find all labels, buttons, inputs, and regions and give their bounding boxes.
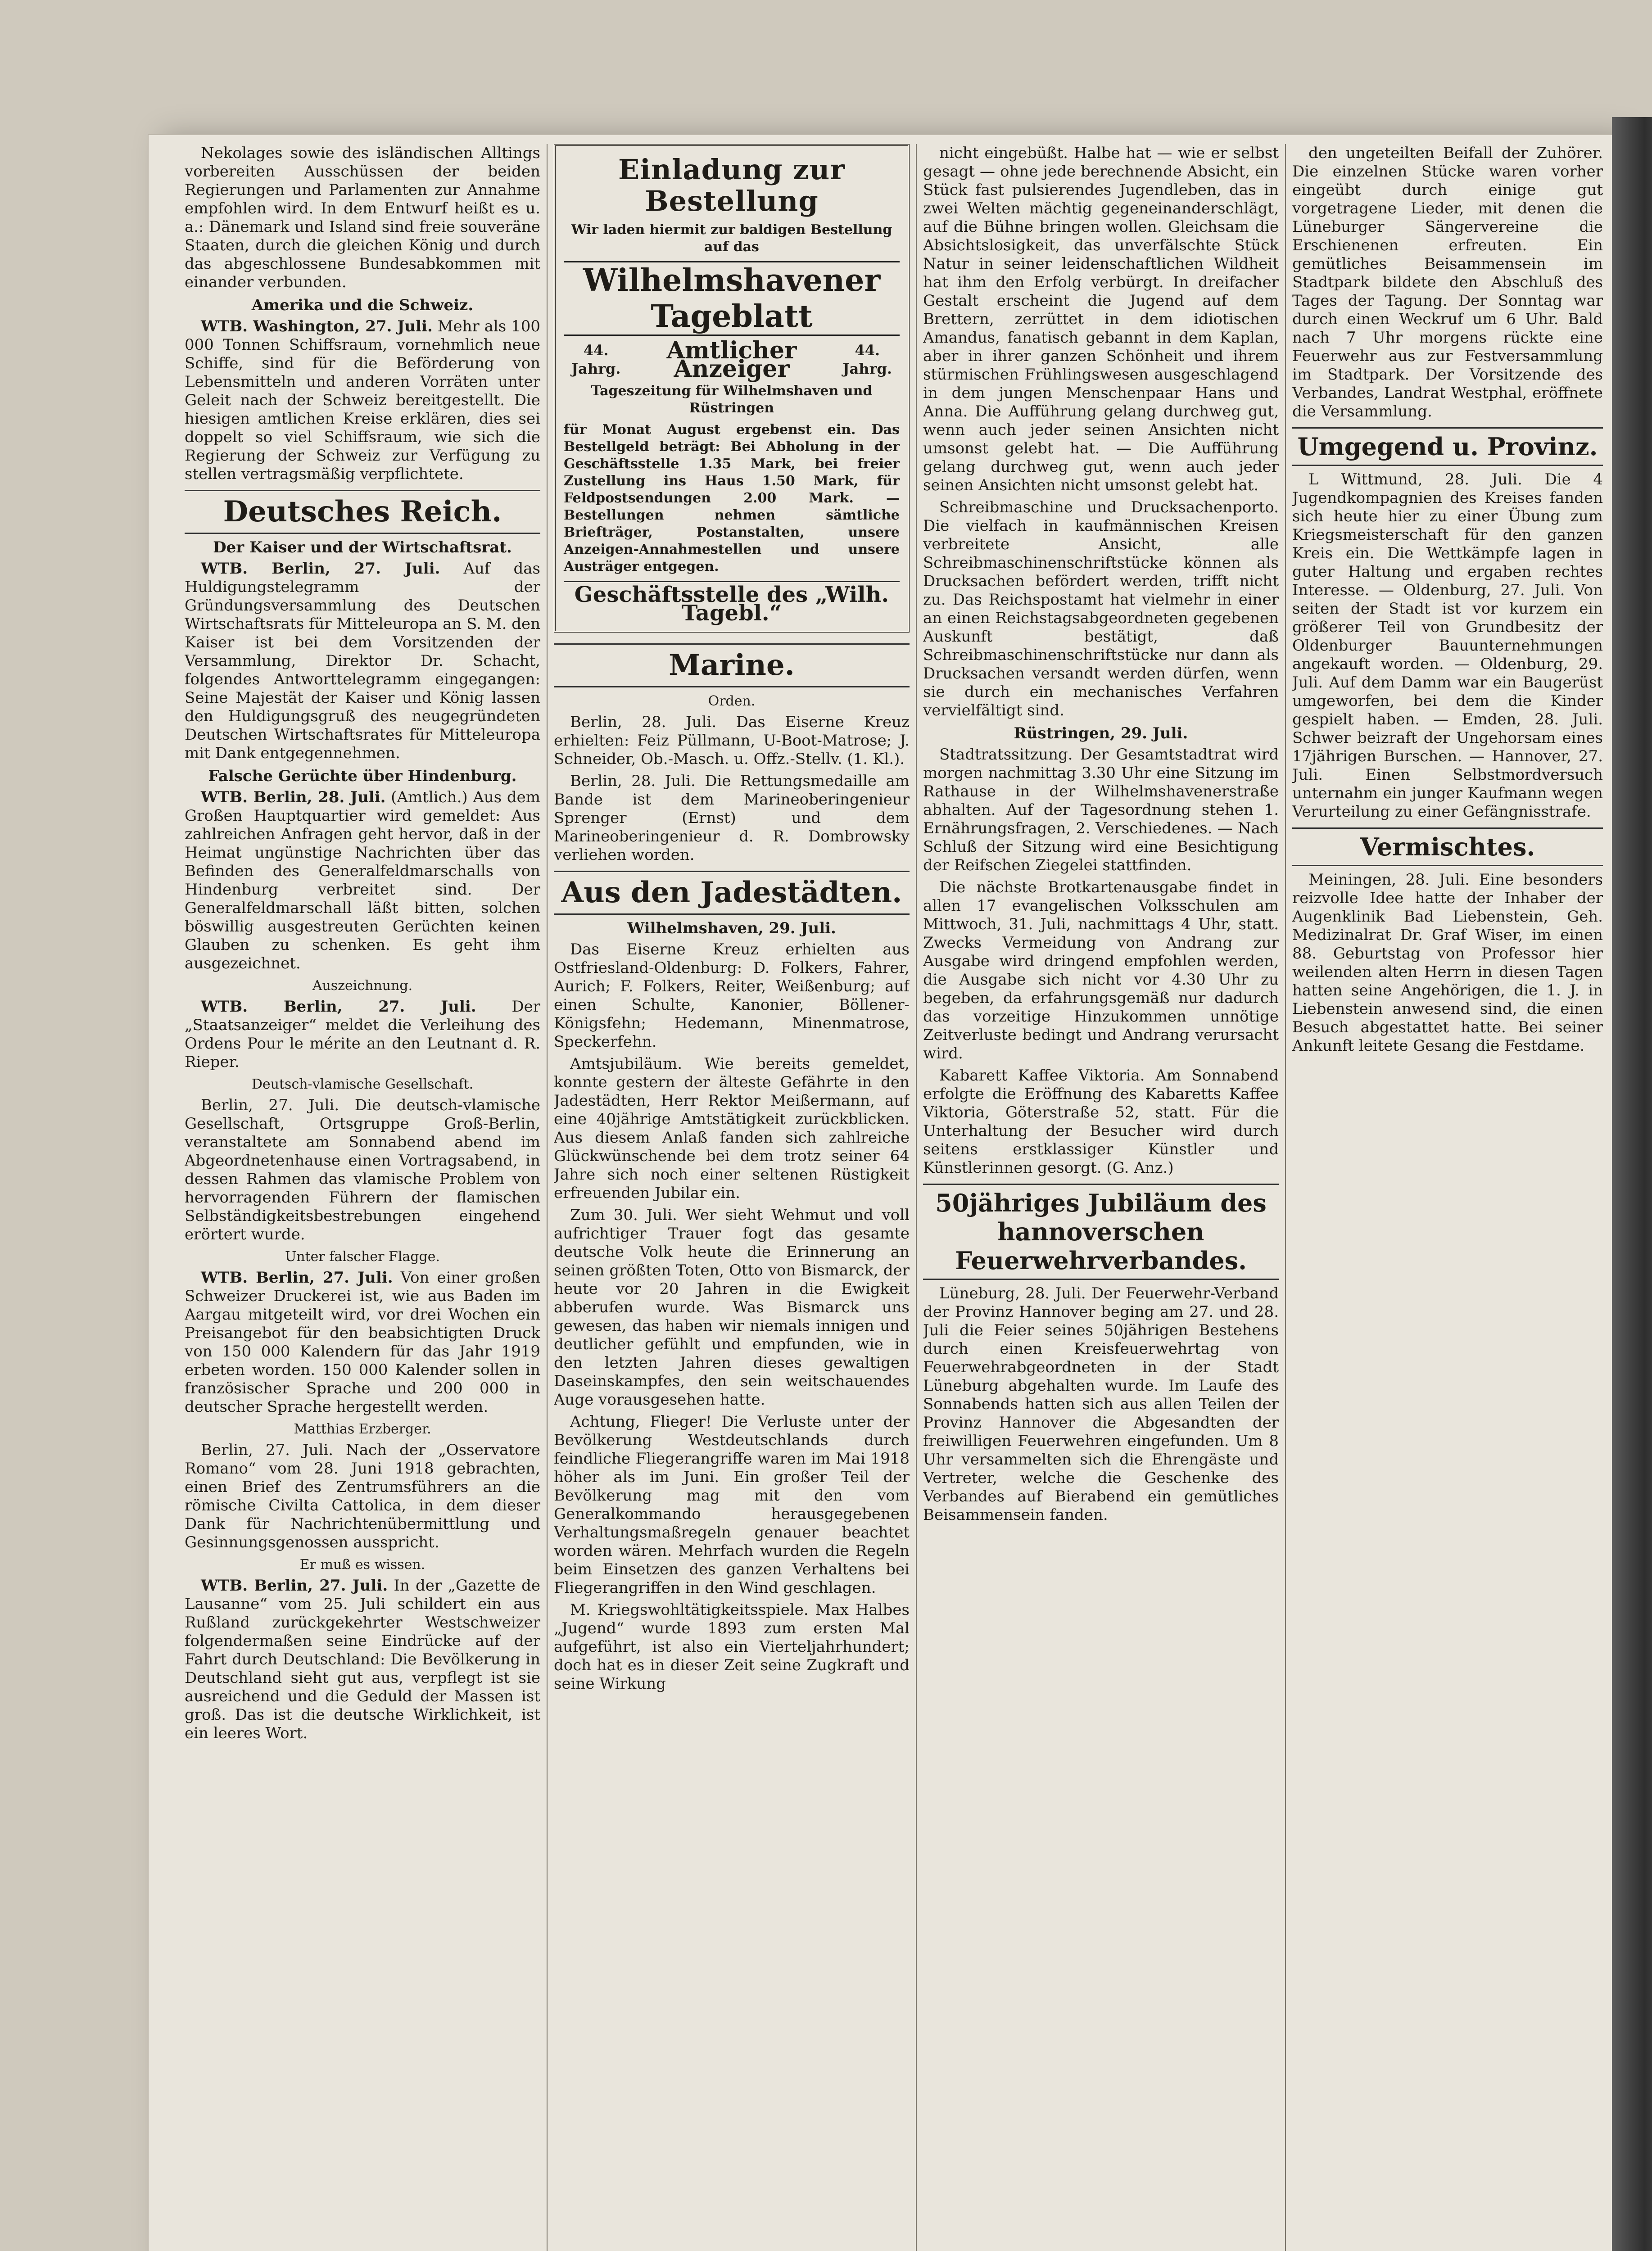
flamisch-heading: Deutsch-vlamische Gesellschaft. bbox=[251, 1076, 474, 1092]
orden-text-2: Berlin, 28. Juli. Die Rettungsmedaille am Bande ist dem Marineoberingenieur Sprenger (Ernst) und dem Marineoberingenieur d. R. Dombrowsky verliehen worden. bbox=[554, 772, 910, 864]
column-2 bbox=[554, 144, 910, 2251]
ad-subtitle: Tageszeitung für Wilhelmshaven und Rüstringen bbox=[591, 383, 873, 416]
hindenburg-heading: Falsche Gerüchte über Hindenburg. bbox=[208, 767, 517, 785]
erzberger-text: Berlin, 27. Juli. Nach der „Osservatore Romano“ vom 28. Juni 1918 gebrachten, einen Brief des Zentrumsführers an die römische Civilta Cattolica, in dem dieser Dank für Nachrichtenübermittlung und Gesinnungsgenossen ausspricht. bbox=[185, 1441, 540, 1551]
auszeichnung-dateline: WTB. Berlin, 27. Juli. bbox=[201, 998, 476, 1016]
erzberger-heading: Matthias Erzberger. bbox=[294, 1421, 431, 1437]
column-3 bbox=[923, 144, 1279, 2251]
ad-body: für Monat August ergebenst ein. Das Bestellgeld beträgt: Bei Abholung in der Geschäftsstelle 1.35 Mark, bei freier Zustellung ins Haus 1.50 Mark, für Feldpostsendungen 2.00 Mark. — Bestellungen nehmen sämtliche Briefträger, Postanstalten, unsere Anzeigen-Annahmestellen und unsere Austräger entgegen. bbox=[564, 422, 900, 574]
jubilaeum-text: Lüneburg, 28. Juli. Der Feuerwehr-Verband der Provinz Hannover beging am 27. und 28. Juli die Feier seines 50jährigen Bestehens durch einen Kreisfeuerwehrtag von Feuerwehrabgeordneten in der Stadt Lüneburg abgehalten wurde. Im Laufe des Sonnabends hatten sich aus allen Teilen der Provinz Hannover die Abgesandten der freiwilligen Feuerwehren eingefunden. Um 8 Uhr versammelten sich die Ehrengäste und Vertreter, welche die Geschenke des Verbandes auf Bierabend ein gemütliches Beisammensein fanden. bbox=[923, 1284, 1279, 1524]
subscription-ad bbox=[554, 144, 910, 633]
amts-text: Amtsjubiläum. Wie bereits gemeldet, konnte gestern der älteste Gefährte in den Jadestädten, Herr Rektor Meißermann, auf eine 40jährige Amtstätigkeit zurückblicken. Aus diesem Anlaß fanden sich zahlreiche Glückwünschende bei dem trotz seiner 64 Jahre sich noch einer seltenen Rüstigkeit erfreuenden Jubilar ein. bbox=[554, 1055, 910, 1202]
column-rule bbox=[916, 144, 917, 2251]
orden-subheading: Orden. bbox=[708, 693, 756, 709]
zum30-text: Zum 30. Juli. Wer sieht Wehmut und voll aufrichtiger Trauer fogt das gesamte deutsche Volk heute die Erinnerung an seinen größten Toten, Otto von Bismarck, der heute vor 20 Jahren in die Ewigkeit abberufen wurde. Was Bismarck uns gewesen, das haben wir niemals innigen und deutlicher gefühlt und empfunden, wie in den letzten Jahren dieses gewaltigen Daseinskampfes, den sein weitschauendes Auge vorausgesehen hatte. bbox=[554, 1206, 910, 1409]
ad-year-left: 44. Jahrg. bbox=[571, 342, 621, 377]
column-rule bbox=[1285, 144, 1286, 2251]
kaiser-dateline: WTB. Berlin, 27. Juli. bbox=[201, 560, 440, 578]
kaiser-heading: Der Kaiser und der Wirtschaftsrat. bbox=[213, 538, 512, 556]
continuation-text: den ungeteilten Beifall der Zuhörer. Die einzelnen Stücke waren vorher eingeübt durch einige gut vorgetragene Lieder, mit denen die Lüneburger Sängervereine die Erschienenen erfreuten. Ein gemütliches Beisammensein im Stadtpark bildete den Abschluß des Tages der Tagung. Der Sonntag war durch einen Weckruf um 6 Uhr. Bald nach 7 Uhr morgens rückte eine Feuerwehr aus zur Festversammlung im Stadtpark. Der Vorsitzende des Verbandes, Landrat Westphal, eröffnete die Versammlung. bbox=[1292, 144, 1603, 420]
america-dateline: WTB. Washington, 27. Juli. bbox=[201, 317, 433, 335]
reich-heading: Deutsches Reich. bbox=[185, 490, 540, 534]
umgegend-text: L Wittmund, 28. Juli. Die 4 Jugendkompagnien des Kreises fanden sich heute hier zu einer Übung zum Kriegsmeisterschaft für den ganzen Kreis ein. Die Wettkämpfe lagen in guter Haltung und ergaben rechtes Interesse. — Oldenburg, 27. Juli. Von seiten der Stadt ist vor kurzem ein größerer Teil von Grundbesitz der Oldenburger Bauunternehmungen angekauft worden. — Oldenburg, 29. Juli. Auf dem Damm war ein Baugerüst umgeworfen, bei dem die Kinder gespielt haben. — Emden, 28. Juli. Schwer beizraft der Ungehorsam eines 17jährigen Burschen. — Hannover, 27. Juli. Einen Selbstmordversuch unternahm ein junger Kaufmann wegen Verurteilung zu einer Gefängnisstrafe. bbox=[1292, 470, 1603, 821]
kaiser-text: Auf das Huldigungstelegramm der Gründungsversammlung des Deutschen Wirtschaftsrats für Mitteleuropa an S. M. den Kaiser ist bei dem Vorsitzenden der Versammlung, Direktor Dr. Schacht, folgendes Antworttelegramm eingegangen: Seine Majestät der Kaiser und König lassen den Huldigungsgruß des neugegründeten Deutschen Wirtschaftsrates für Mitteleuropa mit Dank entgegennehmen. bbox=[185, 560, 540, 762]
auszeichnung-heading: Auszeichnung. bbox=[312, 978, 413, 994]
column-1 bbox=[185, 144, 540, 2251]
vermischtes-heading: Vermischtes. bbox=[1292, 827, 1603, 866]
kabarett-text: Kabarett Kaffee Viktoria. Am Sonnabend erfolgte die Eröffnung des Kabaretts Kaffee Viktoria, Göterstraße 52, statt. Für die Unterhaltung der Besucher wird durch seitens erstklassiger Künstler und Künstlerinnen gesorgt. (G. Anz.) bbox=[923, 1067, 1279, 1177]
hindenburg-text: (Amtlich.) Aus dem Großen Hauptquartier wird gemeldet: Aus zahlreichen Anfragen geht hervor, daß in der Heimat ungünstige Nachrichten über das Befinden des Generalfeldmarschalls von Hindenburg verbreitet sind. Der Generalfeldmarschall läßt bitten, solchen böswillig ausgestreuten Gerüchten keinen Glauben zu schenken. Es geht ihm ausgezeichnet. bbox=[185, 788, 540, 972]
hindenburg-dateline: WTB. Berlin, 28. Juli. bbox=[201, 788, 386, 806]
flagge-heading: Unter falscher Flagge. bbox=[285, 1249, 440, 1265]
column-rule bbox=[547, 144, 548, 2251]
ruestringen-dateline: Rüstringen, 29. Juli. bbox=[1014, 724, 1188, 742]
orden-text: Berlin, 28. Juli. Das Eiserne Kreuz erhielten: Feiz Püllmann, U-Boot-Matrose; J. Schneider, Ob.-Masch. u. Offz.-Stellv. (1. Kl.). bbox=[554, 713, 910, 768]
america-text: Mehr als 100 000 Tonnen Schiffsraum, vornehmlich neue Schiffe, sind für die Beförderung von Lebensmitteln und anderen Vorräten unter Geleit nach der Schweiz bereitgestellt. Die hiesigen amtlichen Kreise erklären, dies sei doppelt so viel Schiffsraum, wie sich die Regierung der Schweiz zur Verfügung zu stellen vertragsmäßig verpflichtete. bbox=[185, 317, 540, 483]
ad-footer: Geschäftsstelle des „Wilh. Tagebl.“ bbox=[564, 581, 900, 623]
ad-year-center: Amtlicher Anzeiger bbox=[666, 337, 797, 383]
flagge-text: Von einer großen Schweizer Druckerei ist, wie aus Baden im Aargau mitgeteilt wird, vor drei Wochen ein Preisangebot für den beabsichtigten Druck von 150 000 Kalendern für das Jahr 1919 erbeten worden. 150 000 Kalender sollen in französischer Sprache und 200 000 in deutscher Sprache hergestellt werden. bbox=[185, 1269, 540, 1416]
wissen-dateline: WTB. Berlin, 27. Juli. bbox=[201, 1577, 388, 1595]
wissen-text: In der „Gazette de Lausanne“ vom 25. Juli schildert ein aus Rußland zurückgekehrter Westschweizer folgendermaßen seine Eindrücke auf der Fahrt durch Deutschland: Die Bevölkerung in Deutschland sieht gut aus, verpflegt ist sie ausreichend und die Geduld der Massen ist groß. Das ist die deutsche Wirklichkeit, ist ein leeres Wort. bbox=[185, 1577, 540, 1742]
vermischtes-text: Meiningen, 28. Juli. Eine besonders reizvolle Idee hatte der Inhaber der Augenklinik Bad Liebenstein, Geh. Medizinalrat Dr. Graf Wiser, im einen 88. Geburtstag von Professor hier weilenden alten Herrn in diesen Tagen hatten seine Angehörigen, die 1. J. in Liebenstein anwesend sind, die einen Besuch abgestattet hatte. Bei seiner Ankunft leitete Gesang die Festdame. bbox=[1292, 871, 1603, 1055]
flieger-text: Achtung, Flieger! Die Verluste unter der Bevölkerung Westdeutschlands durch feindliche Fliegerangriffe waren im Mai 1918 höher als im Juni. Ein großer Teil der Bevölkerung mag mit den vom Generalkommando herausgegebenen Verhaltungsmaßregeln genauer beachtet worden wären. Mehrfach wurden die Regeln beim Einsetzen des ganzen Verhaltens bei Fliegerangriffen in den Wind geschlagen. bbox=[554, 1413, 910, 1597]
ad-meta-row bbox=[564, 337, 900, 383]
krieg-text: M. Kriegswohltätigkeitsspiele. Max Halbes „Jugend“ wurde 1893 zum ersten Mal aufgeführt, ist also ein Vierteljahrhundert; doch hat es in dieser Zeit seine Zugkraft und seine Wirkung bbox=[554, 1601, 910, 1693]
jubilaeum-heading: 50jähriges Jubiläum des hannoverschen Feuerwehrverbandes. bbox=[923, 1184, 1279, 1280]
binding-gutter bbox=[1612, 117, 1652, 2251]
umgegend-heading: Umgegend u. Provinz. bbox=[1292, 427, 1603, 466]
marine-heading: Marine. bbox=[554, 643, 910, 687]
schreib-text: Schreibmaschine und Drucksachenporto. Die vielfach in kaufmännischen Kreisen verbreitete Ansicht, alle Schreibmaschinenschriftstücke können als Drucksachen befördert werden, trifft nicht zu. Das Reichspostamt hat vielmehr in einer an einen Reichstagsabgeordneten gegebenen Auskunft bestätigt, daß Schreibmaschinenschriftstücke nur dann als Drucksachen versandt werden dürfen, wenn sie durch ein mechanisches Verfahren vervielfältigt sind. bbox=[923, 498, 1279, 719]
column-4 bbox=[1292, 144, 1603, 2251]
america-heading: Amerika und die Schweiz. bbox=[251, 296, 474, 314]
newspaper-page bbox=[149, 135, 1616, 2251]
wissen-heading: Er muß es wissen. bbox=[299, 1557, 425, 1573]
continuation-text: nicht eingebüßt. Halbe hat — wie er selbst gesagt — ohne jede berechnende Absicht, ein Stück fast pulsierendes Jugendleben, das in zwei Welten mächtig gegeneinanderschlägt, auf die Bühne bringen wollen. Gleichsam die Absichtslosigkeit, das unverfälschte Stück Natur in seiner leidenschaftlichen Wildheit hat ihm den Erfolg verbürgt. In dreifacher Gestalt erscheint die Jugend auf dem Brettern, zerrüttet in dem idiotischen Amandus, fanatisch gebannt in dem Kaplan, aber in ihrer ganzen Schönheit und ihrem stürmischen Frühlingswesen ausgeschlagend in dem jungen Menschenpaar Hans und Anna. Die Aufführung gelang durchweg gut, wenn auch jeder seinen Ansichten nicht umsonst gelebt hat. — Die Aufführung gelang durchweg gut, wenn auch jeder seinen Ansichten nicht umsonst gelebt hat. bbox=[923, 144, 1279, 494]
jade-heading: Aus den Jadestädten. bbox=[554, 871, 910, 915]
opening-paragraph: Nekolages sowie des isländischen Alltings vorbereiten Ausschüssen der beiden Regierungen und Parlamenten zur Annahme empfohlen wird. In dem Entwurf heißt es u. a.: Dänemark und Island sind freie souveräne Staaten, durch die gleichen König und durch das abgeschlossene Bundesabkommen mit einander verbunden. bbox=[185, 144, 540, 291]
flamisch-text: Berlin, 27. Juli. Die deutsch-vlamische Gesellschaft, Ortsgruppe Groß-Berlin, veranstaltete am Sonnabend abend im Abgeordnetenhause einen Vortragsabend, in dessen Rahmen das vlamische Problem von hervorragenden Führern der flamischen Selbständigkeitsbestrebungen eingehend erörtert wurde. bbox=[185, 1096, 540, 1243]
brot-text: Die nächste Brotkartenausgabe findet in allen 17 evangelischen Volksschulen am Mittwoch, 31. Juli, nachmittags 4 Uhr, statt. Zwecks Vermeidung von Andrang zur Ausgabe wird dringend empfohlen werden, die Ausgabe sich nicht vor 4.30 Uhr zu begeben, da erfahrungsgemäß nur dadurch das vorzeitige Hinzukommen unnötige Zeitverluste bedingt und Andrang verursacht wird. bbox=[923, 878, 1279, 1062]
kreuz-text: Das Eiserne Kreuz erhielten aus Ostfriesland-Oldenburg: D. Folkers, Fahrer, Aurich; F. Folkers, Reiter, Weißenburg; auf einen Schulte, Kanonier, Böllener-Königsfehn; Hedemann, Minenmatrose, Speckerfehn. bbox=[554, 940, 910, 1051]
ad-invite: Wir laden hiermit zur baldigen Bestellung auf das bbox=[571, 222, 892, 255]
jade-dateline: Wilhelmshaven, 29. Juli. bbox=[627, 919, 836, 937]
auszeichnung-text: Der „Staatsanzeiger“ meldet die Verleihung des Ordens Pour le mérite an den Leutnant d. R. Rieper. bbox=[185, 998, 540, 1071]
ad-paper-name: Wilhelmshavener Tageblatt bbox=[564, 261, 900, 336]
ad-year-right: 44. Jahrg. bbox=[842, 342, 892, 377]
flagge-dateline: WTB. Berlin, 27. Juli. bbox=[201, 1269, 393, 1287]
ad-title: Einladung zur Bestellung bbox=[618, 153, 845, 217]
stadtrat-text: Stadtratssitzung. Der Gesamtstadtrat wird morgen nachmittag 3.30 Uhr eine Sitzung im Rathause in der Wilhelmshavenerstraße abhalten. Auf der Tagesordnung stehen 1. Ernährungsfragen, 2. Verschiedenes. — Nach Schluß der Sitzung wird eine Besichtigung der Reifschen Ziegelei stattfinden. bbox=[923, 746, 1279, 874]
